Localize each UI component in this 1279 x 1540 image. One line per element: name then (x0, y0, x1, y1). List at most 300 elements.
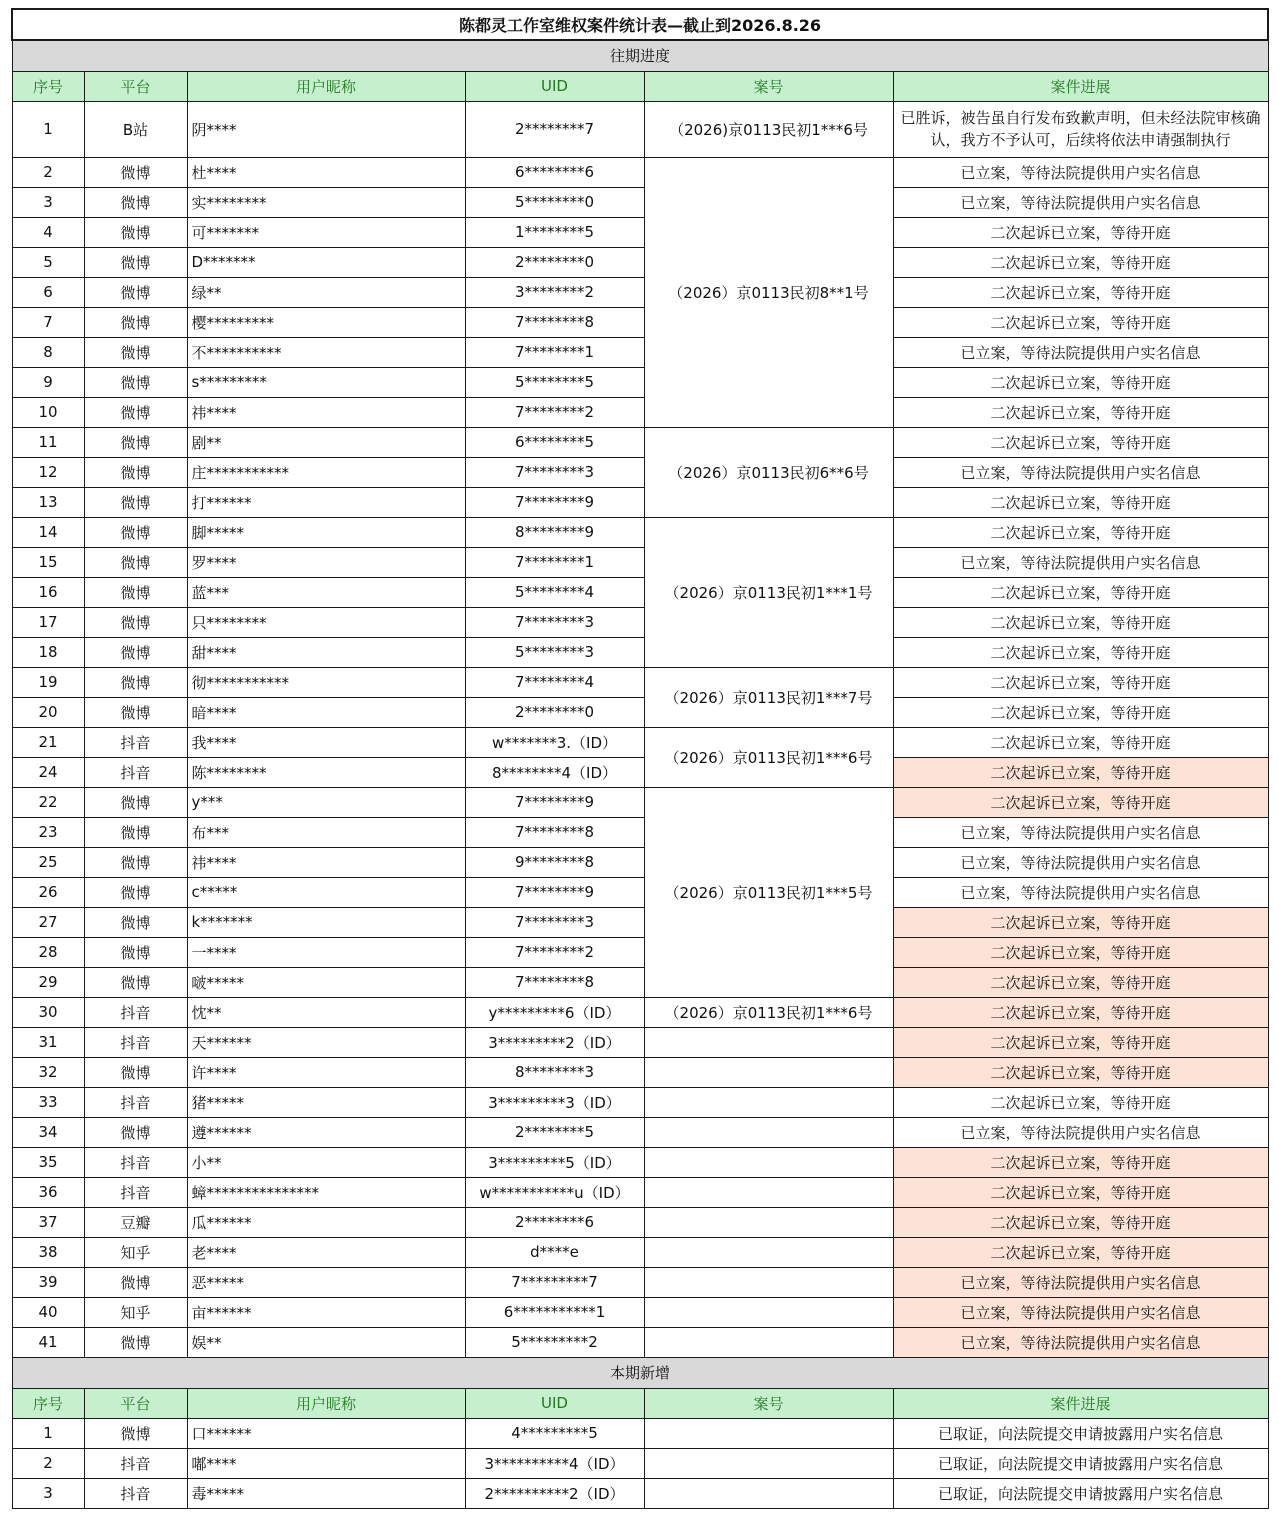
table-row (12, 1237, 1268, 1267)
uid-cell: 2********5 (465, 1117, 644, 1147)
platform-cell: 微博 (84, 697, 187, 727)
nickname-cell: 口****** (187, 1418, 465, 1448)
table-row (12, 1117, 1268, 1147)
column-header: 用户昵称 (187, 71, 465, 101)
platform-cell: 微博 (84, 1267, 187, 1297)
table-row (12, 1478, 1268, 1508)
uid-cell: 7********9 (465, 787, 644, 817)
nickname-cell: 樱********* (187, 307, 465, 337)
table-row (12, 1027, 1268, 1057)
table-row (12, 757, 1268, 787)
nickname-cell: 不********** (187, 337, 465, 367)
row-number: 15 (12, 547, 84, 577)
platform-cell: 知乎 (84, 1237, 187, 1267)
nickname-cell: 杜**** (187, 157, 465, 187)
table-row (12, 247, 1268, 277)
progress-cell: 已立案，等待法院提供用户实名信息 (893, 1267, 1268, 1297)
nickname-cell: 天****** (187, 1027, 465, 1057)
section-title: 往期进度 (12, 40, 1268, 71)
table-row (12, 907, 1268, 937)
uid-cell: 3********2 (465, 277, 644, 307)
case-number-cell (644, 1207, 893, 1237)
table-row (12, 277, 1268, 307)
nickname-cell: k******* (187, 907, 465, 937)
platform-cell: 抖音 (84, 757, 187, 787)
row-number: 2 (12, 1448, 84, 1478)
nickname-cell: 毒***** (187, 1478, 465, 1508)
table-row (12, 1087, 1268, 1117)
uid-cell: 6********6 (465, 157, 644, 187)
platform-cell: 微博 (84, 1418, 187, 1448)
row-number: 4 (12, 217, 84, 247)
row-number: 11 (12, 427, 84, 457)
row-number: 5 (12, 247, 84, 277)
table-row (12, 1267, 1268, 1297)
platform-cell: 微博 (84, 307, 187, 337)
progress-cell: 二次起诉已立案，等待开庭 (893, 907, 1268, 937)
progress-cell: 二次起诉已立案，等待开庭 (893, 247, 1268, 277)
table-row (12, 307, 1268, 337)
table-body (12, 9, 1268, 1508)
table-row (12, 727, 1268, 757)
uid-cell: 2********7 (465, 101, 644, 157)
row-number: 37 (12, 1207, 84, 1237)
platform-cell: 微博 (84, 907, 187, 937)
nickname-cell: y*** (187, 787, 465, 817)
uid-cell: y*********6（ID） (465, 997, 644, 1027)
row-number: 39 (12, 1267, 84, 1297)
platform-cell: 知乎 (84, 1297, 187, 1327)
platform-cell: 微博 (84, 427, 187, 457)
progress-cell: 二次起诉已立案，等待开庭 (893, 757, 1268, 787)
progress-cell: 二次起诉已立案，等待开庭 (893, 1177, 1268, 1207)
column-header: 用户昵称 (187, 1388, 465, 1418)
progress-cell: 已立案，等待法院提供用户实名信息 (893, 1117, 1268, 1147)
case-number-cell (644, 1057, 893, 1087)
progress-cell: 二次起诉已立案，等待开庭 (893, 277, 1268, 307)
table-row (12, 427, 1268, 457)
table-row (12, 457, 1268, 487)
row-number: 40 (12, 1297, 84, 1327)
platform-cell: 微博 (84, 637, 187, 667)
progress-cell: 二次起诉已立案，等待开庭 (893, 577, 1268, 607)
table-row (12, 187, 1268, 217)
platform-cell: 抖音 (84, 1478, 187, 1508)
uid-cell: 2********0 (465, 247, 644, 277)
platform-cell: 微博 (84, 817, 187, 847)
row-number: 23 (12, 817, 84, 847)
platform-cell: 微博 (84, 1057, 187, 1087)
progress-cell: 二次起诉已立案，等待开庭 (893, 397, 1268, 427)
progress-cell: 已立案，等待法院提供用户实名信息 (893, 337, 1268, 367)
nickname-cell: 嘟**** (187, 1448, 465, 1478)
table-row (12, 397, 1268, 427)
nickname-cell: 只******** (187, 607, 465, 637)
nickname-cell: 我**** (187, 727, 465, 757)
column-header: 序号 (12, 71, 84, 101)
platform-cell: 微博 (84, 1327, 187, 1357)
platform-cell: 微博 (84, 1117, 187, 1147)
nickname-cell: 阴**** (187, 101, 465, 157)
nickname-cell: 实******** (187, 187, 465, 217)
table-row (12, 1057, 1268, 1087)
progress-cell: 二次起诉已立案，等待开庭 (893, 697, 1268, 727)
nickname-cell: 罗**** (187, 547, 465, 577)
progress-cell: 二次起诉已立案，等待开庭 (893, 1087, 1268, 1117)
column-header-row (12, 1388, 1268, 1418)
row-number: 7 (12, 307, 84, 337)
nickname-cell: 亩****** (187, 1297, 465, 1327)
case-number-cell (644, 1027, 893, 1057)
uid-cell: 7********9 (465, 487, 644, 517)
platform-cell: 抖音 (84, 1147, 187, 1177)
progress-cell: 二次起诉已立案，等待开庭 (893, 667, 1268, 697)
row-number: 36 (12, 1177, 84, 1207)
uid-cell: 5********3 (465, 637, 644, 667)
platform-cell: 抖音 (84, 727, 187, 757)
column-header: 平台 (84, 71, 187, 101)
row-number: 1 (12, 101, 84, 157)
case-number-cell (644, 1177, 893, 1207)
nickname-cell: 许**** (187, 1057, 465, 1087)
progress-cell: 已立案，等待法院提供用户实名信息 (893, 847, 1268, 877)
row-number: 18 (12, 637, 84, 667)
platform-cell: 微博 (84, 367, 187, 397)
nickname-cell: 猪***** (187, 1087, 465, 1117)
uid-cell: d****e (465, 1237, 644, 1267)
case-number-cell (644, 1117, 893, 1147)
uid-cell: 7********1 (465, 547, 644, 577)
row-number: 14 (12, 517, 84, 547)
table-row (12, 1418, 1268, 1448)
uid-cell: 2**********2（ID） (465, 1478, 644, 1508)
table-row (12, 967, 1268, 997)
uid-cell: 7********3 (465, 907, 644, 937)
row-number: 28 (12, 937, 84, 967)
table-row (12, 697, 1268, 727)
uid-cell: 7********4 (465, 667, 644, 697)
platform-cell: 微博 (84, 277, 187, 307)
column-header-row (12, 71, 1268, 101)
case-number-cell (644, 1418, 893, 1448)
uid-cell: 4*********5 (465, 1418, 644, 1448)
uid-cell: 6********5 (465, 427, 644, 457)
row-number: 2 (12, 157, 84, 187)
platform-cell: 抖音 (84, 997, 187, 1027)
row-number: 38 (12, 1237, 84, 1267)
platform-cell: 抖音 (84, 1087, 187, 1117)
case-number-cell: （2026)京0113民初1***6号 (644, 101, 893, 157)
table-row (12, 1297, 1268, 1327)
nickname-cell: 遵****** (187, 1117, 465, 1147)
progress-cell: 二次起诉已立案，等待开庭 (893, 637, 1268, 667)
case-number-cell (644, 1087, 893, 1117)
nickname-cell: 小** (187, 1147, 465, 1177)
progress-cell: 二次起诉已立案，等待开庭 (893, 367, 1268, 397)
case-number-cell (644, 1327, 893, 1357)
uid-cell: 7********3 (465, 457, 644, 487)
progress-cell: 已立案，等待法院提供用户实名信息 (893, 1327, 1268, 1357)
platform-cell: 微博 (84, 577, 187, 607)
platform-cell: 微博 (84, 787, 187, 817)
table-row (12, 937, 1268, 967)
row-number: 31 (12, 1027, 84, 1057)
progress-cell: 二次起诉已立案，等待开庭 (893, 607, 1268, 637)
uid-cell: w*******3.（ID） (465, 727, 644, 757)
uid-cell: 7********8 (465, 307, 644, 337)
column-header: UID (465, 71, 644, 101)
progress-cell: 已胜诉，被告虽自行发布致歉声明，但未经法院审核确认，我方不予认可，后续将依法申请强制执行 (893, 101, 1268, 157)
progress-cell: 已立案，等待法院提供用户实名信息 (893, 1297, 1268, 1327)
nickname-cell: 暗**** (187, 697, 465, 727)
table-row (12, 1177, 1268, 1207)
platform-cell: 微博 (84, 487, 187, 517)
nickname-cell: 祎**** (187, 847, 465, 877)
table-row (12, 367, 1268, 397)
uid-cell: 7********8 (465, 817, 644, 847)
nickname-cell: 恶***** (187, 1267, 465, 1297)
platform-cell: 微博 (84, 967, 187, 997)
row-number: 16 (12, 577, 84, 607)
row-number: 8 (12, 337, 84, 367)
row-number: 17 (12, 607, 84, 637)
nickname-cell: 彻*********** (187, 667, 465, 697)
uid-cell: 5********4 (465, 577, 644, 607)
table-row (12, 517, 1268, 547)
uid-cell: 8********4（ID） (465, 757, 644, 787)
row-number: 34 (12, 1117, 84, 1147)
row-number: 6 (12, 277, 84, 307)
nickname-cell: 打****** (187, 487, 465, 517)
table-row (12, 337, 1268, 367)
table-row (12, 1147, 1268, 1177)
case-statistics-table (11, 8, 1269, 1509)
table-row (12, 637, 1268, 667)
case-number-cell (644, 1448, 893, 1478)
column-header: 案号 (644, 71, 893, 101)
table-row (12, 157, 1268, 187)
platform-cell: 微博 (84, 187, 187, 217)
nickname-cell: 甜**** (187, 637, 465, 667)
row-number: 30 (12, 997, 84, 1027)
case-number-cell (644, 1478, 893, 1508)
row-number: 13 (12, 487, 84, 517)
platform-cell: 微博 (84, 397, 187, 427)
case-number-cell: （2026）京0113民初1***5号 (644, 787, 893, 997)
nickname-cell: 蓝*** (187, 577, 465, 607)
nickname-cell: c***** (187, 877, 465, 907)
row-number: 41 (12, 1327, 84, 1357)
table-row (12, 607, 1268, 637)
column-header: 案号 (644, 1388, 893, 1418)
column-header: UID (465, 1388, 644, 1418)
section-title: 本期新增 (12, 1357, 1268, 1388)
progress-cell: 已立案，等待法院提供用户实名信息 (893, 547, 1268, 577)
row-number: 33 (12, 1087, 84, 1117)
progress-cell: 已立案，等待法院提供用户实名信息 (893, 877, 1268, 907)
progress-cell: 二次起诉已立案，等待开庭 (893, 1147, 1268, 1177)
platform-cell: 抖音 (84, 1177, 187, 1207)
uid-cell: 8********9 (465, 517, 644, 547)
row-number: 3 (12, 187, 84, 217)
row-number: 1 (12, 1418, 84, 1448)
platform-cell: 微博 (84, 607, 187, 637)
nickname-cell: s********* (187, 367, 465, 397)
platform-cell: 微博 (84, 247, 187, 277)
progress-cell: 二次起诉已立案，等待开庭 (893, 1027, 1268, 1057)
row-number: 32 (12, 1057, 84, 1087)
nickname-cell: 一**** (187, 937, 465, 967)
table-row (12, 217, 1268, 247)
row-number: 21 (12, 727, 84, 757)
row-number: 9 (12, 367, 84, 397)
progress-cell: 二次起诉已立案，等待开庭 (893, 1237, 1268, 1267)
nickname-cell: 忱** (187, 997, 465, 1027)
table-row (12, 877, 1268, 907)
column-header: 案件进展 (893, 71, 1268, 101)
platform-cell: 微博 (84, 847, 187, 877)
row-number: 12 (12, 457, 84, 487)
uid-cell: 7*********7 (465, 1267, 644, 1297)
row-number: 35 (12, 1147, 84, 1177)
progress-cell: 二次起诉已立案，等待开庭 (893, 517, 1268, 547)
uid-cell: 3**********4（ID） (465, 1448, 644, 1478)
platform-cell: 微博 (84, 877, 187, 907)
platform-cell: 微博 (84, 217, 187, 247)
nickname-cell: 老**** (187, 1237, 465, 1267)
nickname-cell: 瓜****** (187, 1207, 465, 1237)
platform-cell: 抖音 (84, 1027, 187, 1057)
uid-cell: 2********6 (465, 1207, 644, 1237)
uid-cell: 7********2 (465, 397, 644, 427)
table-row (12, 1448, 1268, 1478)
progress-cell: 二次起诉已立案，等待开庭 (893, 427, 1268, 457)
nickname-cell: 娱** (187, 1327, 465, 1357)
progress-cell: 已立案，等待法院提供用户实名信息 (893, 187, 1268, 217)
progress-cell: 已立案，等待法院提供用户实名信息 (893, 817, 1268, 847)
nickname-cell: 布*** (187, 817, 465, 847)
uid-cell: 5********0 (465, 187, 644, 217)
row-number: 10 (12, 397, 84, 427)
nickname-cell: 啵***** (187, 967, 465, 997)
uid-cell: 7********2 (465, 937, 644, 967)
nickname-cell: 脚***** (187, 517, 465, 547)
uid-cell: 7********1 (465, 337, 644, 367)
progress-cell: 二次起诉已立案，等待开庭 (893, 787, 1268, 817)
case-number-cell: （2026）京0113民初1***6号 (644, 727, 893, 787)
progress-cell: 已取证，向法院提交申请披露用户实名信息 (893, 1478, 1268, 1508)
nickname-cell: 剧** (187, 427, 465, 457)
uid-cell: 8********3 (465, 1057, 644, 1087)
uid-cell: 3*********5（ID） (465, 1147, 644, 1177)
nickname-cell: 庄*********** (187, 457, 465, 487)
uid-cell: 3*********3（ID） (465, 1087, 644, 1117)
progress-cell: 二次起诉已立案，等待开庭 (893, 487, 1268, 517)
uid-cell: 7********9 (465, 877, 644, 907)
progress-cell: 已立案，等待法院提供用户实名信息 (893, 457, 1268, 487)
row-number: 25 (12, 847, 84, 877)
nickname-cell: D******* (187, 247, 465, 277)
table-row (12, 1327, 1268, 1357)
table-row (12, 817, 1268, 847)
progress-cell: 二次起诉已立案，等待开庭 (893, 727, 1268, 757)
table-row (12, 847, 1268, 877)
progress-cell: 二次起诉已立案，等待开庭 (893, 937, 1268, 967)
table-row (12, 547, 1268, 577)
nickname-cell: 蟑*************** (187, 1177, 465, 1207)
table-row (12, 667, 1268, 697)
nickname-cell: 祎**** (187, 397, 465, 427)
uid-cell: 7********8 (465, 967, 644, 997)
uid-cell: 5*********2 (465, 1327, 644, 1357)
case-number-cell (644, 1237, 893, 1267)
uid-cell: 3*********2（ID） (465, 1027, 644, 1057)
platform-cell: 微博 (84, 517, 187, 547)
row-number: 29 (12, 967, 84, 997)
platform-cell: 微博 (84, 667, 187, 697)
progress-cell: 二次起诉已立案，等待开庭 (893, 307, 1268, 337)
column-header: 案件进展 (893, 1388, 1268, 1418)
case-number-cell (644, 1267, 893, 1297)
progress-cell: 已取证，向法院提交申请披露用户实名信息 (893, 1448, 1268, 1478)
uid-cell: 2********0 (465, 697, 644, 727)
table-row (12, 577, 1268, 607)
platform-cell: 微博 (84, 157, 187, 187)
table-row (12, 997, 1268, 1027)
progress-cell: 二次起诉已立案，等待开庭 (893, 217, 1268, 247)
platform-cell: 微博 (84, 457, 187, 487)
platform-cell: 微博 (84, 937, 187, 967)
case-number-cell: （2026）京0113民初1***6号 (644, 997, 893, 1027)
nickname-cell: 绿** (187, 277, 465, 307)
progress-cell: 二次起诉已立案，等待开庭 (893, 967, 1268, 997)
uid-cell: 1********5 (465, 217, 644, 247)
progress-cell: 二次起诉已立案，等待开庭 (893, 997, 1268, 1027)
uid-cell: 5********5 (465, 367, 644, 397)
uid-cell: 7********3 (465, 607, 644, 637)
platform-cell: B站 (84, 101, 187, 157)
case-number-cell: （2026）京0113民初6**6号 (644, 427, 893, 517)
row-number: 3 (12, 1478, 84, 1508)
row-number: 20 (12, 697, 84, 727)
table-row (12, 1207, 1268, 1237)
case-number-cell: （2026）京0113民初8**1号 (644, 157, 893, 427)
case-number-cell: （2026）京0113民初1***7号 (644, 667, 893, 727)
row-number: 24 (12, 757, 84, 787)
progress-cell: 二次起诉已立案，等待开庭 (893, 1207, 1268, 1237)
progress-cell: 已立案，等待法院提供用户实名信息 (893, 157, 1268, 187)
table-row (12, 101, 1268, 157)
table-row (12, 787, 1268, 817)
uid-cell: w***********u（ID） (465, 1177, 644, 1207)
uid-cell: 6***********1 (465, 1297, 644, 1327)
nickname-cell: 可******* (187, 217, 465, 247)
table-row (12, 487, 1268, 517)
row-number: 19 (12, 667, 84, 697)
row-number: 27 (12, 907, 84, 937)
row-number: 22 (12, 787, 84, 817)
column-header: 序号 (12, 1388, 84, 1418)
progress-cell: 已取证，向法院提交申请披露用户实名信息 (893, 1418, 1268, 1448)
uid-cell: 9********8 (465, 847, 644, 877)
table-title: 陈都灵工作室维权案件统计表—截止到2026.8.26 (12, 9, 1268, 40)
platform-cell: 豆瓣 (84, 1207, 187, 1237)
case-number-cell (644, 1297, 893, 1327)
platform-cell: 抖音 (84, 1448, 187, 1478)
case-number-cell: （2026）京0113民初1***1号 (644, 517, 893, 667)
progress-cell: 二次起诉已立案，等待开庭 (893, 1057, 1268, 1087)
case-number-cell (644, 1147, 893, 1177)
